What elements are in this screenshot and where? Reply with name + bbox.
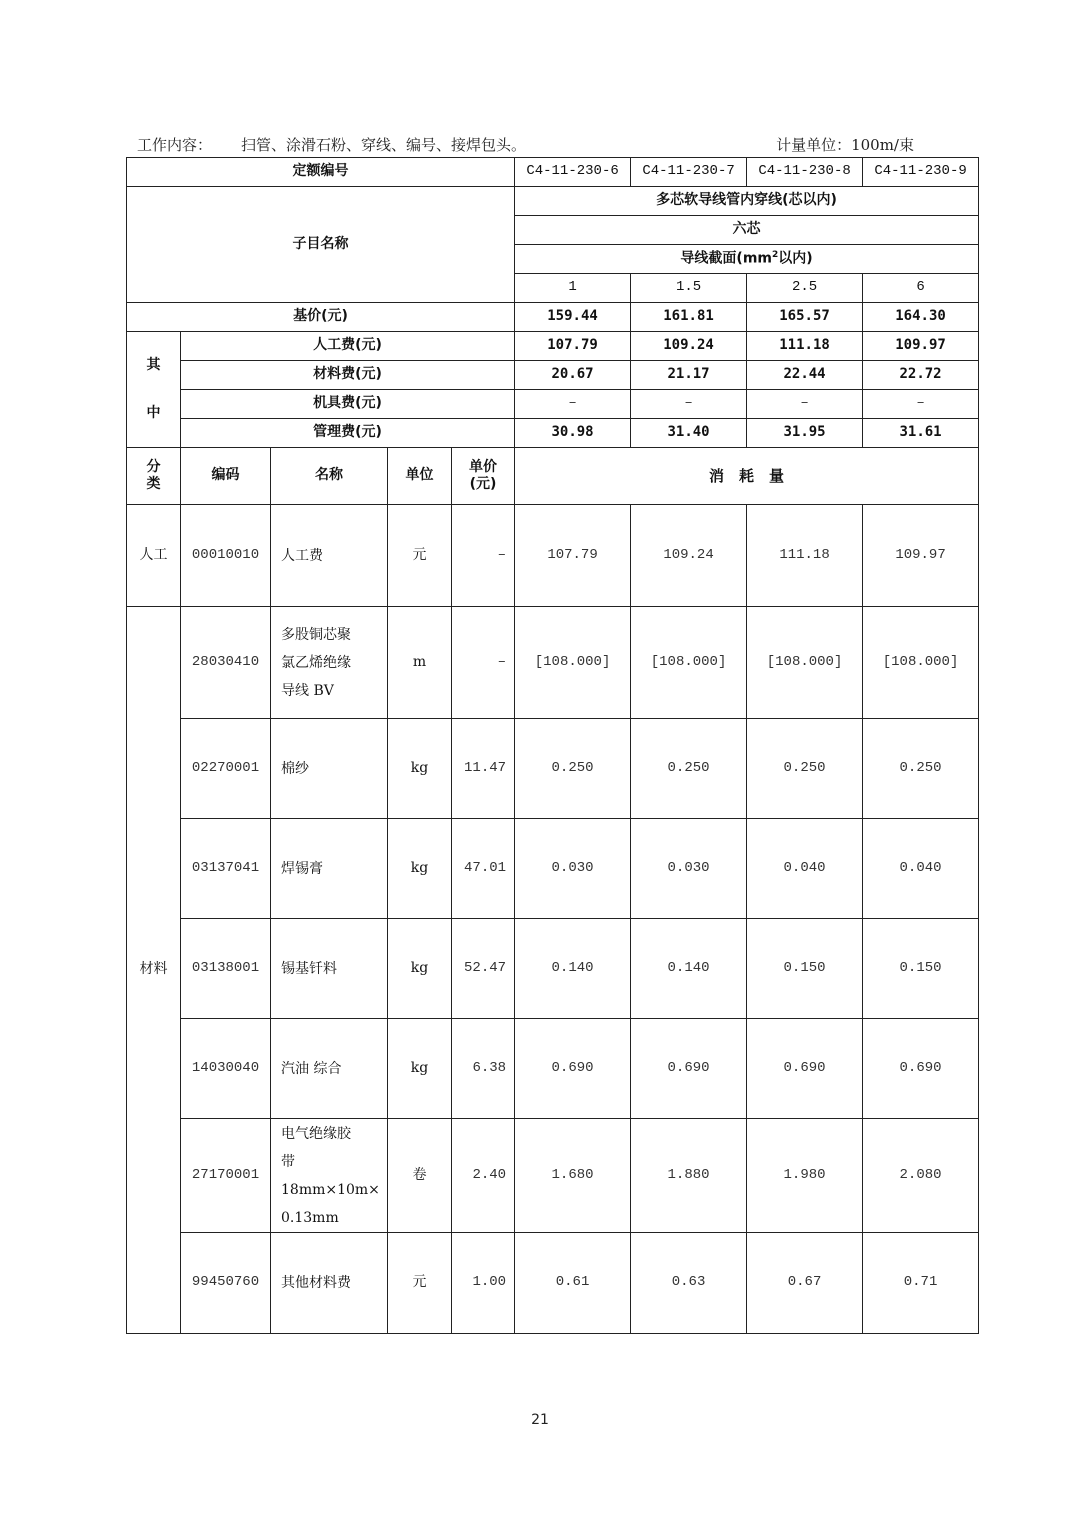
labor-cost: 109.97	[863, 332, 979, 361]
item-price: –	[452, 505, 515, 607]
core-count: 六芯	[515, 216, 979, 245]
base-price: 165.57	[747, 303, 863, 332]
consumption-value: 0.67	[747, 1233, 863, 1334]
name-header: 名称	[271, 448, 388, 505]
quota-code: C4-11-230-6	[515, 158, 631, 187]
table-row	[127, 1233, 979, 1334]
item-price: 47.01	[452, 819, 515, 919]
consumption-value: 1.980	[747, 1119, 863, 1233]
consumption-value: 0.250	[747, 719, 863, 819]
item-unit: m	[388, 607, 452, 719]
consumption-value: 107.79	[515, 505, 631, 607]
work-content-text: 扫管、涂滑石粉、穿线、编号、接焊包头。	[241, 136, 527, 154]
item-code: 99450760	[181, 1233, 271, 1334]
labor-cost: 109.24	[631, 332, 747, 361]
item-code: 28030410	[181, 607, 271, 719]
consumption-value: 0.250	[515, 719, 631, 819]
work-content-label: 工作内容：	[137, 136, 213, 154]
item-price: –	[452, 607, 515, 719]
item-price: 1.00	[452, 1233, 515, 1334]
base-price-label: 基价(元)	[127, 303, 515, 332]
item-unit: kg	[388, 919, 452, 1019]
item-code: 03138001	[181, 919, 271, 1019]
unit-price-header: 单价 (元)	[452, 448, 515, 505]
table-row	[127, 819, 979, 919]
material-cost: 22.44	[747, 361, 863, 390]
labor-cost-row	[127, 332, 979, 361]
item-name: 多股铜芯聚 氯乙烯绝缘 导线 BV	[271, 607, 388, 719]
item-title-row	[127, 187, 979, 216]
item-name: 电气绝缘胶 带 18mm×10m× 0.13mm	[271, 1119, 388, 1233]
consumption-value: [108.000]	[863, 607, 979, 719]
labor-cost: 111.18	[747, 332, 863, 361]
base-price: 161.81	[631, 303, 747, 332]
item-code: 02270001	[181, 719, 271, 819]
machine-cost: –	[747, 390, 863, 419]
consumption-value: 0.030	[631, 819, 747, 919]
item-name: 其他材料费	[271, 1233, 388, 1334]
section-value: 1.5	[631, 274, 747, 303]
table-row	[127, 1019, 979, 1119]
mgmt-cost-row	[127, 419, 979, 448]
table-row	[127, 607, 979, 719]
item-name: 人工费	[271, 505, 388, 607]
page-number: 21	[531, 1412, 549, 1428]
measurement-unit: 计量单位：100m/束	[776, 136, 914, 154]
consumption-value: 0.690	[631, 1019, 747, 1119]
quota-code: C4-11-230-8	[747, 158, 863, 187]
item-name: 锡基钎料	[271, 919, 388, 1019]
consumption-value: 0.250	[631, 719, 747, 819]
quota-code: C4-11-230-7	[631, 158, 747, 187]
column-header-row	[127, 448, 979, 505]
item-name-label: 子目名称	[127, 187, 515, 303]
item-name: 棉纱	[271, 719, 388, 819]
consumption-value: 1.880	[631, 1119, 747, 1233]
consumption-value: 0.690	[863, 1019, 979, 1119]
item-code: 14030040	[181, 1019, 271, 1119]
consumption-value: 0.690	[515, 1019, 631, 1119]
consumption-value: 1.680	[515, 1119, 631, 1233]
material-cost-label: 材料费(元)	[181, 361, 515, 390]
material-cost: 22.72	[863, 361, 979, 390]
quota-table	[126, 157, 979, 1334]
unit-header: 单位	[388, 448, 452, 505]
base-price-row	[127, 303, 979, 332]
consumption-value: 2.080	[863, 1119, 979, 1233]
machine-cost: –	[515, 390, 631, 419]
consumption-value: [108.000]	[747, 607, 863, 719]
consumption-value: 0.040	[863, 819, 979, 919]
consumption-value: [108.000]	[631, 607, 747, 719]
consumption-header: 消 耗 量	[515, 448, 979, 505]
section-label: 导线截面($mm^2$以内)	[515, 245, 979, 274]
consumption-value: 0.150	[863, 919, 979, 1019]
consumption-value: 109.24	[631, 505, 747, 607]
work-header	[137, 130, 937, 156]
base-price: 164.30	[863, 303, 979, 332]
item-title: 多芯软导线管内穿线(芯以内)	[515, 187, 979, 216]
table-row	[127, 919, 979, 1019]
among-label: 其 中	[127, 332, 181, 448]
item-unit: 元	[388, 1233, 452, 1334]
mgmt-cost: 31.95	[747, 419, 863, 448]
item-price: 11.47	[452, 719, 515, 819]
consumption-value: 0.140	[515, 919, 631, 1019]
material-cost-row	[127, 361, 979, 390]
category-cell: 材料	[127, 607, 181, 1334]
table-row	[127, 1119, 979, 1233]
machine-cost: –	[631, 390, 747, 419]
consumption-value: 0.140	[631, 919, 747, 1019]
material-cost: 21.17	[631, 361, 747, 390]
labor-cost: 107.79	[515, 332, 631, 361]
quota-code: C4-11-230-9	[863, 158, 979, 187]
table-row	[127, 719, 979, 819]
item-unit: kg	[388, 719, 452, 819]
mgmt-cost: 30.98	[515, 419, 631, 448]
consumption-value: 0.71	[863, 1233, 979, 1334]
item-name: 焊锡膏	[271, 819, 388, 919]
consumption-value: 111.18	[747, 505, 863, 607]
mgmt-cost: 31.40	[631, 419, 747, 448]
item-price: 6.38	[452, 1019, 515, 1119]
mgmt-cost-label: 管理费(元)	[181, 419, 515, 448]
item-price: 52.47	[452, 919, 515, 1019]
item-name: 汽油 综合	[271, 1019, 388, 1119]
quota-code-label: 定额编号	[127, 158, 515, 187]
consumption-value: 0.61	[515, 1233, 631, 1334]
item-price: 2.40	[452, 1119, 515, 1233]
category-cell: 人工	[127, 505, 181, 607]
consumption-value: 0.030	[515, 819, 631, 919]
section-value: 2.5	[747, 274, 863, 303]
quota-code-row	[127, 158, 979, 187]
section-value: 6	[863, 274, 979, 303]
item-code: 00010010	[181, 505, 271, 607]
base-price: 159.44	[515, 303, 631, 332]
consumption-value: 0.690	[747, 1019, 863, 1119]
consumption-value: 0.040	[747, 819, 863, 919]
machine-cost: –	[863, 390, 979, 419]
item-unit: 元	[388, 505, 452, 607]
category-header: 分 类	[127, 448, 181, 505]
item-code: 27170001	[181, 1119, 271, 1233]
item-unit: kg	[388, 819, 452, 919]
item-unit: 卷	[388, 1119, 452, 1233]
mgmt-cost: 31.61	[863, 419, 979, 448]
consumption-value: 0.150	[747, 919, 863, 1019]
table-row	[127, 505, 979, 607]
item-code: 03137041	[181, 819, 271, 919]
consumption-value: 0.63	[631, 1233, 747, 1334]
material-cost: 20.67	[515, 361, 631, 390]
consumption-value: [108.000]	[515, 607, 631, 719]
consumption-value: 0.250	[863, 719, 979, 819]
labor-cost-label: 人工费(元)	[181, 332, 515, 361]
section-value: 1	[515, 274, 631, 303]
code-header: 编码	[181, 448, 271, 505]
machine-cost-label: 机具费(元)	[181, 390, 515, 419]
machine-cost-row	[127, 390, 979, 419]
consumption-value: 109.97	[863, 505, 979, 607]
item-unit: kg	[388, 1019, 452, 1119]
